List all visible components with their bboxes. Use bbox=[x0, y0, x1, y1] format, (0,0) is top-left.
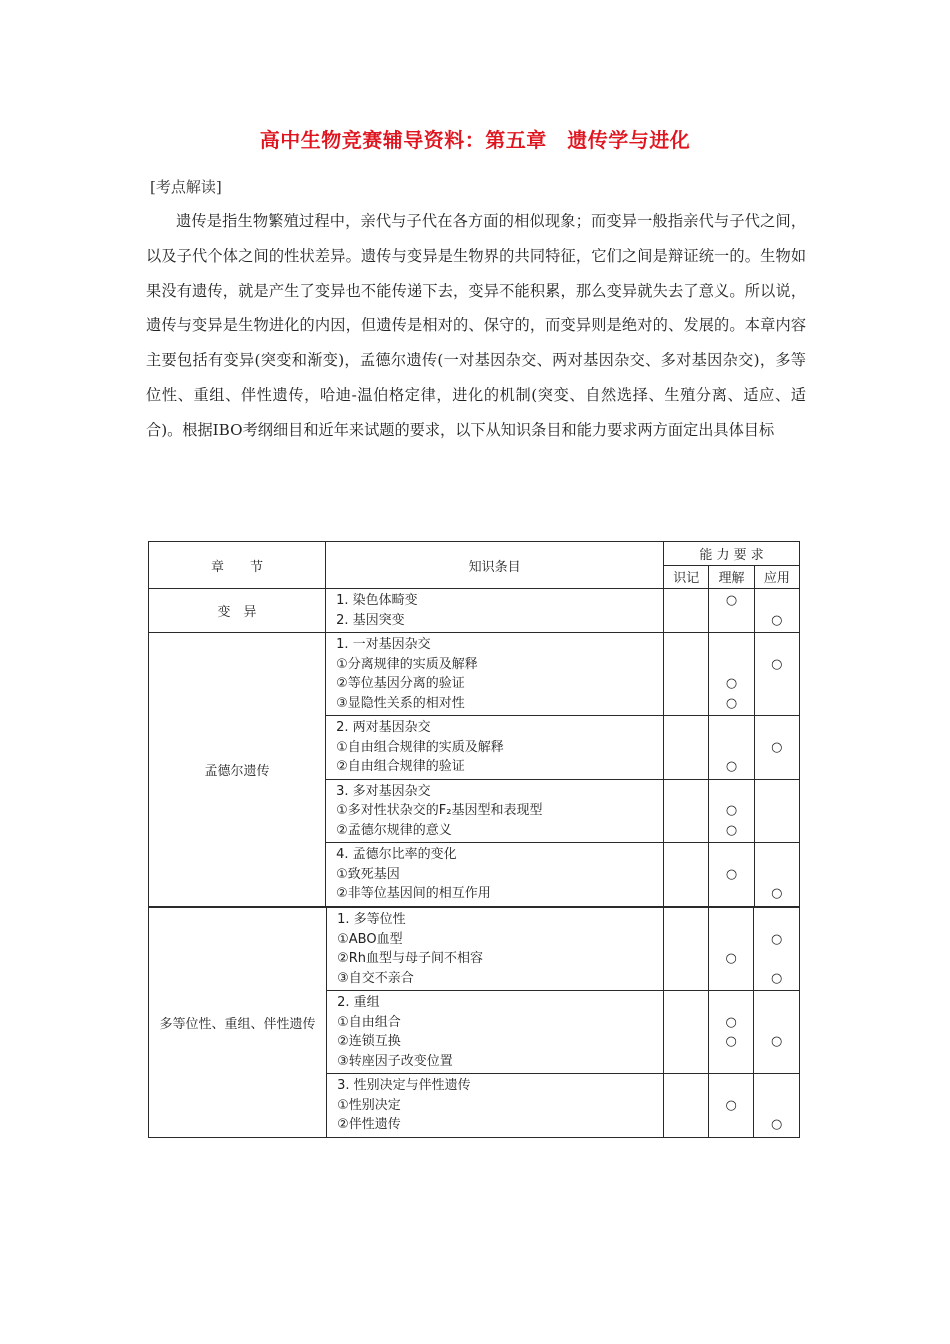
requirements-table-part1 bbox=[148, 541, 800, 907]
understand-cell bbox=[709, 716, 754, 780]
knowledge-cell bbox=[327, 908, 664, 991]
recall-cell bbox=[664, 843, 709, 907]
requirements-table-part2 bbox=[148, 907, 800, 1138]
empty-mark bbox=[665, 635, 707, 655]
empty-mark bbox=[755, 949, 798, 969]
empty-mark bbox=[665, 694, 707, 714]
recall-cell bbox=[664, 589, 709, 633]
table-row bbox=[149, 908, 800, 991]
table-body-part1 bbox=[149, 589, 800, 907]
header-understand: 理解 bbox=[709, 565, 754, 589]
understand-cell bbox=[708, 991, 754, 1074]
knowledge-cell bbox=[327, 991, 664, 1074]
header-recall: 识记 bbox=[664, 565, 709, 589]
empty-mark bbox=[710, 782, 752, 802]
empty-mark bbox=[665, 1032, 707, 1052]
empty-mark bbox=[710, 845, 752, 865]
empty-mark bbox=[665, 782, 707, 802]
empty-mark bbox=[755, 993, 798, 1013]
section-label: [考点解读] bbox=[150, 178, 222, 196]
requirement-mark: ○ bbox=[725, 759, 738, 774]
empty-mark bbox=[710, 993, 753, 1013]
requirement-mark: ○ bbox=[771, 1117, 783, 1132]
understand-cell bbox=[709, 633, 754, 716]
knowledge-item: ①自由组合 bbox=[337, 1014, 401, 1030]
apply-cell bbox=[754, 589, 799, 633]
empty-mark bbox=[755, 910, 798, 930]
requirement-mark: ○ bbox=[771, 656, 783, 672]
apply-cell bbox=[754, 1074, 800, 1138]
empty-mark bbox=[710, 611, 752, 631]
knowledge-item: 4. 孟德尔比率的变化 bbox=[336, 847, 457, 862]
empty-mark bbox=[665, 1076, 707, 1096]
knowledge-cell bbox=[326, 633, 664, 716]
knowledge-item: 2. 两对基因杂交 bbox=[336, 720, 431, 735]
empty-mark bbox=[756, 591, 798, 611]
knowledge-item: ②连锁互换 bbox=[337, 1034, 401, 1049]
empty-mark bbox=[665, 969, 707, 989]
apply-cell bbox=[754, 908, 800, 991]
empty-mark bbox=[710, 635, 752, 655]
empty-mark bbox=[710, 1052, 753, 1072]
empty-mark bbox=[665, 611, 707, 631]
document-title: 高中生物竞赛辅导资料：第五章 遗传学与进化 bbox=[259, 128, 691, 152]
knowledge-item: ②伴性遗传 bbox=[337, 1117, 401, 1132]
knowledge-cell bbox=[326, 716, 664, 780]
empty-mark bbox=[665, 1096, 707, 1116]
understand-cell bbox=[708, 1074, 754, 1138]
knowledge-item: ③显隐性关系的相对性 bbox=[336, 695, 465, 711]
requirement-mark: ○ bbox=[725, 593, 738, 608]
knowledge-item: ②等位基因分离的验证 bbox=[336, 676, 465, 691]
requirement-mark: ○ bbox=[725, 676, 738, 691]
empty-mark bbox=[756, 757, 798, 777]
recall-cell bbox=[663, 1074, 708, 1138]
chapter-cell: 变 异 bbox=[149, 589, 326, 633]
empty-mark bbox=[665, 674, 707, 694]
empty-mark bbox=[756, 865, 798, 885]
empty-mark bbox=[665, 738, 707, 758]
knowledge-cell bbox=[326, 589, 664, 633]
requirement-mark: ○ bbox=[771, 970, 783, 986]
empty-mark bbox=[665, 910, 707, 930]
empty-mark bbox=[665, 821, 707, 841]
recall-cell bbox=[663, 908, 708, 991]
requirement-mark: ○ bbox=[771, 1034, 783, 1049]
apply-cell bbox=[754, 716, 799, 780]
knowledge-item: ③自交不亲合 bbox=[337, 970, 414, 986]
empty-mark bbox=[710, 884, 752, 904]
header-chapter: 章 节 bbox=[149, 542, 326, 589]
requirement-mark: ○ bbox=[725, 803, 738, 818]
knowledge-item: 3. 多对基因杂交 bbox=[336, 783, 431, 799]
empty-mark bbox=[756, 845, 798, 865]
chapter-cell: 多等位性、重组、伴性遗传 bbox=[149, 908, 327, 1138]
knowledge-item: ①分离规律的实质及解释 bbox=[336, 656, 478, 672]
empty-mark bbox=[756, 718, 798, 738]
knowledge-item: ②孟德尔规律的意义 bbox=[336, 822, 452, 838]
knowledge-item: ①自由组合规律的实质及解释 bbox=[336, 739, 504, 755]
empty-mark bbox=[710, 969, 753, 989]
requirement-mark: ○ bbox=[725, 951, 737, 966]
apply-cell bbox=[754, 991, 800, 1074]
requirement-mark: ○ bbox=[725, 822, 738, 838]
requirement-mark: ○ bbox=[725, 1097, 737, 1113]
empty-mark bbox=[710, 655, 752, 675]
recall-cell bbox=[664, 633, 709, 716]
empty-mark bbox=[756, 801, 798, 821]
empty-mark bbox=[710, 718, 752, 738]
empty-mark bbox=[755, 1096, 798, 1116]
empty-mark bbox=[755, 1076, 798, 1096]
empty-mark bbox=[756, 821, 798, 841]
empty-mark bbox=[755, 1013, 798, 1033]
knowledge-cell bbox=[327, 1074, 664, 1138]
understand-cell bbox=[709, 589, 754, 633]
recall-cell bbox=[664, 716, 709, 780]
empty-mark bbox=[665, 655, 707, 675]
requirement-mark: ○ bbox=[725, 695, 738, 711]
apply-cell bbox=[754, 633, 799, 716]
empty-mark bbox=[665, 718, 707, 738]
knowledge-item: ①致死基因 bbox=[336, 866, 400, 882]
table-body-part2 bbox=[149, 908, 800, 1138]
understand-cell bbox=[708, 908, 754, 991]
empty-mark bbox=[665, 865, 707, 885]
empty-mark bbox=[665, 884, 707, 904]
understand-cell bbox=[709, 779, 754, 843]
requirement-mark: ○ bbox=[771, 886, 783, 901]
knowledge-item: 1. 一对基因杂交 bbox=[336, 637, 431, 652]
empty-mark bbox=[710, 930, 753, 950]
header-ability: 能 力 要 求 bbox=[664, 542, 800, 566]
header-apply: 应用 bbox=[754, 565, 799, 589]
apply-cell bbox=[754, 779, 799, 843]
knowledge-item: 3. 性别决定与伴性遗传 bbox=[337, 1078, 471, 1093]
empty-mark bbox=[665, 845, 707, 865]
knowledge-item: ①多对性状杂交的F₂基因型和表现型 bbox=[336, 803, 543, 818]
table-row bbox=[149, 589, 800, 633]
empty-mark bbox=[665, 993, 707, 1013]
empty-mark bbox=[710, 1115, 753, 1135]
recall-cell bbox=[663, 991, 708, 1074]
empty-mark bbox=[665, 1013, 707, 1033]
understand-cell bbox=[709, 843, 754, 907]
header-knowledge: 知识条目 bbox=[326, 542, 664, 589]
knowledge-item: ②自由组合规律的验证 bbox=[336, 759, 465, 774]
empty-mark bbox=[665, 591, 707, 611]
knowledge-item: ③转座因子改变位置 bbox=[337, 1053, 453, 1069]
table-row bbox=[149, 633, 800, 716]
empty-mark bbox=[756, 782, 798, 802]
requirement-mark: ○ bbox=[771, 612, 783, 628]
requirement-mark: ○ bbox=[771, 739, 783, 755]
knowledge-item: 1. 染色体畸变 bbox=[336, 593, 418, 608]
knowledge-item: ②非等位基因间的相互作用 bbox=[336, 886, 491, 901]
chapter-cell: 孟德尔遗传 bbox=[149, 633, 326, 907]
requirement-mark: ○ bbox=[725, 1014, 737, 1030]
empty-mark bbox=[665, 930, 707, 950]
knowledge-cell bbox=[326, 843, 664, 907]
knowledge-cell bbox=[326, 779, 664, 843]
empty-mark bbox=[665, 949, 707, 969]
empty-mark bbox=[665, 1115, 707, 1135]
empty-mark bbox=[710, 1076, 753, 1096]
table-header-row bbox=[149, 542, 800, 566]
empty-mark bbox=[756, 635, 798, 655]
recall-cell bbox=[664, 779, 709, 843]
empty-mark bbox=[665, 1052, 707, 1072]
empty-mark bbox=[710, 910, 753, 930]
empty-mark bbox=[665, 757, 707, 777]
empty-mark bbox=[755, 1052, 798, 1072]
knowledge-item: 1. 多等位性 bbox=[337, 912, 406, 927]
empty-mark bbox=[756, 674, 798, 694]
knowledge-item: ①ABO血型 bbox=[337, 931, 403, 947]
intro-paragraph: 遗传是指生物繁殖过程中，亲代与子代在各方面的相似现象；而变异一般指亲代与子代之间，以及子代个体之间的性状差异。遗传与变异是生物界的共同特征，它们之间是辩证统一的。生物如果没有遗传，就是产生了变异也不能传递下去，变异不能积累，那么变异就失去了意义。所以说，遗传与变异是生物进化的内因，但遗传是相对的、保守的，而变异则是绝对的、发展的。本章内容主要包括有变异(突变和渐变)，孟德尔遗传(一对基因杂交、两对基因杂交、多对基因杂交)，多等位性、重组、伴性遗传，哈迪-温伯格定律，进化的机制(突变、自然选择、生殖分离、适应、适合)。根据IBO考纲细目和近年来试题的要求，以下从知识条目和能力要求两方面定出具体目标 bbox=[146, 212, 806, 439]
knowledge-item: ①性别决定 bbox=[337, 1097, 401, 1113]
knowledge-item: 2. 重组 bbox=[337, 995, 380, 1010]
empty-mark bbox=[665, 801, 707, 821]
requirement-mark: ○ bbox=[771, 931, 783, 947]
requirement-mark: ○ bbox=[725, 866, 738, 882]
requirement-mark: ○ bbox=[725, 1034, 737, 1049]
empty-mark bbox=[710, 738, 752, 758]
apply-cell bbox=[754, 843, 799, 907]
knowledge-item: ②Rh血型与母子间不相容 bbox=[337, 951, 484, 966]
knowledge-item: 2. 基因突变 bbox=[336, 612, 405, 628]
empty-mark bbox=[756, 694, 798, 714]
